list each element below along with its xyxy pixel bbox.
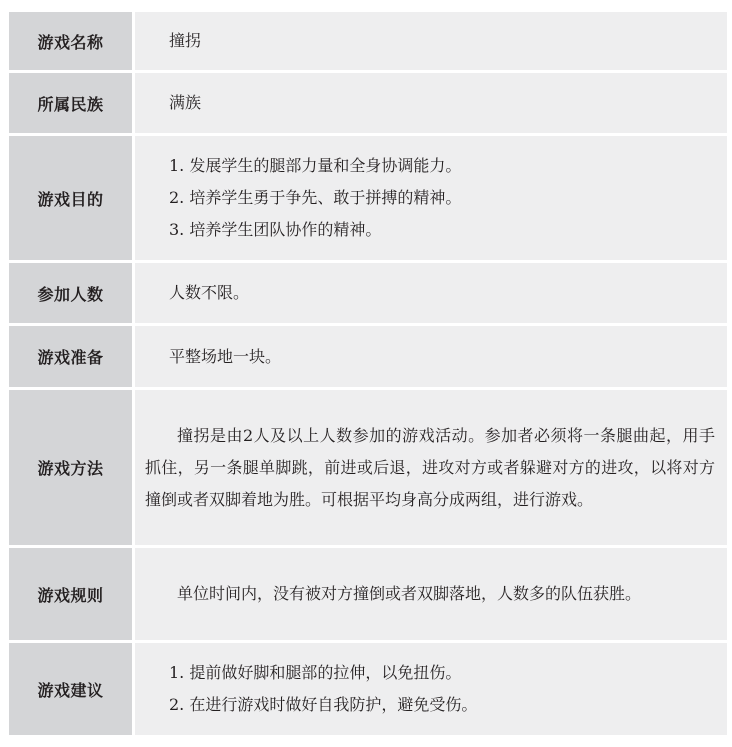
value-game-purpose (135, 136, 727, 260)
label-preparation: 游戏准备 (9, 326, 132, 387)
suggestion-item: 2. 在进行游戏时做好自我防护，避免受伤。 (169, 695, 478, 714)
row-ethnic-group (9, 73, 727, 133)
value-game-name: 撞拐 (135, 12, 727, 70)
label-game-name: 游戏名称 (9, 12, 132, 70)
row-suggestions (9, 643, 727, 735)
value-ethnic-group: 满族 (135, 73, 727, 133)
value-suggestions (135, 643, 727, 735)
label-game-purpose: 游戏目的 (9, 136, 132, 260)
row-preparation (9, 326, 727, 387)
label-ethnic-group: 所属民族 (9, 73, 132, 133)
value-participants: 人数不限。 (135, 263, 727, 323)
value-rules: 单位时间内，没有被对方撞倒或者双脚落地，人数多的队伍获胜。 (135, 548, 727, 640)
purpose-item: 2. 培养学生勇于争先、敢于拼搏的精神。 (169, 188, 462, 207)
suggestion-item: 1. 提前做好脚和腿部的拉伸，以免扭伤。 (169, 663, 462, 682)
row-participants (9, 263, 727, 323)
row-method (9, 390, 727, 545)
label-participants: 参加人数 (9, 263, 132, 323)
purpose-item: 1. 发展学生的腿部力量和全身协调能力。 (169, 156, 462, 175)
row-rules (9, 548, 727, 640)
value-preparation: 平整场地一块。 (135, 326, 727, 387)
label-rules: 游戏规则 (9, 548, 132, 640)
value-method: 撞拐是由2人及以上人数参加的游戏活动。参加者必须将一条腿曲起，用手抓住，另一条腿单脚跳，前进或后退，进攻对方或者躲避对方的进攻，以将对方撞倒或者双脚着地为胜。可根据平均身高分成两组，进行游戏。 (135, 390, 727, 545)
label-method: 游戏方法 (9, 390, 132, 545)
label-suggestions: 游戏建议 (9, 643, 132, 735)
game-info-table (9, 9, 727, 738)
purpose-item: 3. 培养学生团队协作的精神。 (169, 220, 382, 239)
row-game-purpose (9, 136, 727, 260)
row-game-name (9, 12, 727, 70)
